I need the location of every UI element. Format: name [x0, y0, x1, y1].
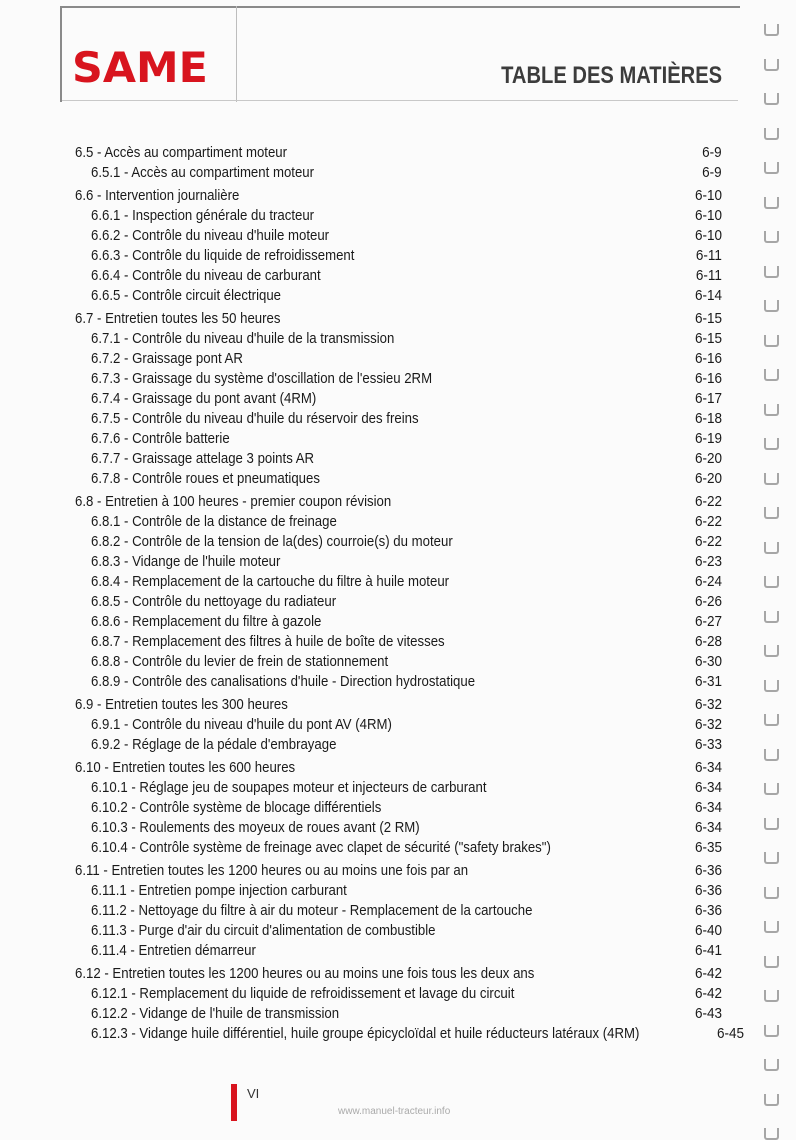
toc-entry-page: 6-24	[694, 573, 722, 590]
header-frame-left	[60, 6, 62, 102]
toc-entry-page: 6-10	[694, 207, 722, 224]
binding-ring	[764, 645, 779, 657]
toc-entry-page: 6-34	[694, 779, 722, 796]
toc-entry-page: 6-28	[694, 633, 722, 650]
toc-entry-page: 6-11	[695, 247, 722, 264]
toc-entry-page: 6-20	[694, 450, 722, 467]
footer-accent-bar	[231, 1084, 237, 1121]
page-title: TABLE DES MATIÈRES	[500, 62, 722, 89]
binding-ring	[764, 473, 779, 485]
toc-entry-label: 6.6.2 - Contrôle du niveau d'huile moteur	[91, 227, 330, 244]
binding-ring	[764, 990, 779, 1002]
toc-entry-label: 6.8.7 - Remplacement des filtres à huile de boîte de vitesses	[91, 633, 445, 650]
toc-subsection-entry	[75, 652, 722, 672]
toc-entry-label: 6.10.1 - Réglage jeu de soupapes moteur et injecteurs de carburant	[91, 779, 487, 796]
toc-subsection-entry	[75, 206, 722, 226]
toc-section-entry	[75, 143, 722, 163]
toc-entry-label: 6.10.4 - Contrôle système de freinage avec clapet de sécurité ("safety brakes")	[91, 839, 551, 856]
toc-subsection-entry	[75, 512, 722, 532]
toc-section-entry	[75, 964, 722, 984]
toc-entry-page: 6-32	[694, 696, 722, 713]
toc-entry-label: 6.7.4 - Graissage du pont avant (4RM)	[91, 390, 317, 407]
toc-entry-label: 6.8.8 - Contrôle du levier de frein de stationnement	[91, 653, 389, 670]
binding-ring	[764, 335, 779, 347]
toc-subsection-entry	[75, 1024, 745, 1044]
toc-subsection-entry	[75, 246, 722, 266]
spiral-binding	[760, 24, 784, 1104]
toc-entry-page: 6-19	[694, 430, 722, 447]
toc-entry-label: 6.7.5 - Contrôle du niveau d'huile du réservoir des freins	[91, 410, 419, 427]
toc-entry-label: 6.8.5 - Contrôle du nettoyage du radiateur	[91, 593, 337, 610]
toc-entry-label: 6.11.2 - Nettoyage du filtre à air du moteur - Remplacement de la cartouche	[91, 902, 533, 919]
toc-entry-label: 6.7.1 - Contrôle du niveau d'huile de la transmission	[91, 330, 395, 347]
toc-entry-page: 6-42	[694, 965, 722, 982]
toc-entry-page: 6-15	[694, 330, 722, 347]
toc-subsection-entry	[75, 572, 722, 592]
toc-entry-label: 6.7.3 - Graissage du système d'oscillation de l'essieu 2RM	[91, 370, 433, 387]
toc-entry-label: 6.5 - Accès au compartiment moteur	[75, 144, 288, 161]
toc-entry-label: 6.8.4 - Remplacement de la cartouche du filtre à huile moteur	[91, 573, 450, 590]
binding-ring	[764, 1025, 779, 1037]
toc-subsection-entry	[75, 672, 722, 692]
toc-section-entry	[75, 758, 722, 778]
binding-ring	[764, 1094, 779, 1106]
toc-entry-page: 6-22	[694, 493, 722, 510]
toc-entry-page: 6-14	[694, 287, 722, 304]
binding-ring	[764, 852, 779, 864]
toc-subsection-entry	[75, 449, 722, 469]
toc-section-entry	[75, 309, 722, 329]
toc-entry-page: 6-10	[694, 227, 722, 244]
toc-entry-label: 6.12.3 - Vidange huile différentiel, huile groupe épicycloïdal et huile réducteurs latéraux (4RM)	[91, 1025, 640, 1042]
toc-subsection-entry	[75, 266, 722, 286]
brand-logo: SAME	[72, 43, 208, 92]
watermark: www.manuel-tracteur.info	[338, 1106, 451, 1117]
toc-subsection-entry	[75, 389, 722, 409]
toc-subsection-entry	[75, 1004, 722, 1024]
toc-entry-label: 6.11.3 - Purge d'air du circuit d'alimentation de combustible	[91, 922, 436, 939]
toc-entry-page: 6-9	[702, 144, 722, 161]
toc-entry-page: 6-18	[694, 410, 722, 427]
toc-entry-page: 6-33	[694, 736, 722, 753]
toc-section-entry	[75, 861, 722, 881]
toc-entry-label: 6.5.1 - Accès au compartiment moteur	[91, 164, 315, 181]
binding-ring	[764, 542, 779, 554]
toc-entry-page: 6-15	[694, 310, 722, 327]
toc-entry-page: 6-26	[694, 593, 722, 610]
toc-subsection-entry	[75, 349, 722, 369]
toc-subsection-entry	[75, 429, 722, 449]
binding-ring	[764, 369, 779, 381]
toc-section-entry	[75, 492, 722, 512]
toc-subsection-entry	[75, 715, 722, 735]
toc-entry-page: 6-42	[694, 985, 722, 1002]
toc-entry-label: 6.10.3 - Roulements des moyeux de roues avant (2 RM)	[91, 819, 420, 836]
toc-subsection-entry	[75, 592, 722, 612]
header-frame-top	[60, 6, 740, 8]
binding-ring	[764, 611, 779, 623]
toc-entry-page: 6-22	[694, 513, 722, 530]
toc-entry-page: 6-27	[694, 613, 722, 630]
table-of-contents	[75, 143, 745, 1044]
toc-subsection-entry	[75, 552, 722, 572]
toc-entry-label: 6.8.9 - Contrôle des canalisations d'huile - Direction hydrostatique	[91, 673, 476, 690]
toc-subsection-entry	[75, 369, 722, 389]
binding-ring	[764, 128, 779, 140]
page-number: VI	[247, 1086, 260, 1101]
toc-entry-label: 6.6.1 - Inspection générale du tracteur	[91, 207, 315, 224]
toc-subsection-entry	[75, 612, 722, 632]
binding-ring	[764, 197, 779, 209]
toc-subsection-entry	[75, 286, 722, 306]
binding-ring	[764, 956, 779, 968]
toc-subsection-entry	[75, 409, 722, 429]
toc-entry-label: 6.11 - Entretien toutes les 1200 heures ou au moins une fois par an	[75, 862, 469, 879]
toc-entry-page: 6-10	[694, 187, 722, 204]
binding-ring	[764, 921, 779, 933]
toc-entry-label: 6.6.4 - Contrôle du niveau de carburant	[91, 267, 321, 284]
toc-entry-label: 6.10 - Entretien toutes les 600 heures	[75, 759, 296, 776]
header-frame-divider	[236, 6, 237, 102]
toc-entry-label: 6.6.3 - Contrôle du liquide de refroidissement	[91, 247, 355, 264]
toc-entry-label: 6.6 - Intervention journalière	[75, 187, 240, 204]
toc-entry-page: 6-36	[694, 862, 722, 879]
toc-entry-label: 6.8.2 - Contrôle de la tension de la(des) courroie(s) du moteur	[91, 533, 453, 550]
toc-subsection-entry	[75, 632, 722, 652]
toc-entry-label: 6.12.2 - Vidange de l'huile de transmission	[91, 1005, 340, 1022]
toc-entry-label: 6.11.1 - Entretien pompe injection carburant	[91, 882, 347, 899]
binding-ring	[764, 231, 779, 243]
toc-entry-label: 6.12 - Entretien toutes les 1200 heures ou au moins une fois tous les deux ans	[75, 965, 535, 982]
toc-entry-page: 6-30	[694, 653, 722, 670]
toc-subsection-entry	[75, 226, 722, 246]
binding-ring	[764, 818, 779, 830]
toc-entry-label: 6.7.8 - Contrôle roues et pneumatiques	[91, 470, 320, 487]
toc-entry-page: 6-36	[694, 902, 722, 919]
toc-subsection-entry	[75, 838, 722, 858]
toc-subsection-entry	[75, 818, 722, 838]
toc-entry-label: 6.9.1 - Contrôle du niveau d'huile du pont AV (4RM)	[91, 716, 392, 733]
binding-ring	[764, 680, 779, 692]
binding-ring	[764, 59, 779, 71]
toc-entry-page: 6-45	[717, 1025, 745, 1042]
toc-subsection-entry	[75, 798, 722, 818]
toc-subsection-entry	[75, 532, 722, 552]
toc-entry-label: 6.12.1 - Remplacement du liquide de refroidissement et lavage du circuit	[91, 985, 515, 1002]
toc-entry-label: 6.7.2 - Graissage pont AR	[91, 350, 243, 367]
toc-entry-page: 6-11	[695, 267, 722, 284]
binding-ring	[764, 1059, 779, 1071]
toc-subsection-entry	[75, 984, 722, 1004]
toc-subsection-entry	[75, 778, 722, 798]
toc-section-entry	[75, 695, 722, 715]
toc-entry-label: 6.8.3 - Vidange de l'huile moteur	[91, 553, 281, 570]
binding-ring	[764, 576, 779, 588]
binding-ring	[764, 783, 779, 795]
toc-entry-label: 6.9 - Entretien toutes les 300 heures	[75, 696, 288, 713]
toc-entry-page: 6-41	[694, 942, 722, 959]
toc-entry-label: 6.7.6 - Contrôle batterie	[91, 430, 230, 447]
toc-entry-label: 6.9.2 - Réglage de la pédale d'embrayage	[91, 736, 337, 753]
toc-subsection-entry	[75, 329, 722, 349]
toc-entry-page: 6-17	[694, 390, 722, 407]
toc-entry-page: 6-22	[694, 533, 722, 550]
binding-ring	[764, 438, 779, 450]
toc-subsection-entry	[75, 469, 722, 489]
toc-entry-page: 6-16	[694, 350, 722, 367]
toc-entry-page: 6-43	[694, 1005, 722, 1022]
toc-entry-page: 6-31	[694, 673, 722, 690]
toc-entry-label: 6.8.6 - Remplacement du filtre à gazole	[91, 613, 322, 630]
toc-entry-label: 6.10.2 - Contrôle système de blocage différentiels	[91, 799, 382, 816]
toc-entry-label: 6.8 - Entretien à 100 heures - premier coupon révision	[75, 493, 392, 510]
toc-entry-label: 6.8.1 - Contrôle de la distance de freinage	[91, 513, 337, 530]
binding-ring	[764, 404, 779, 416]
toc-entry-page: 6-35	[694, 839, 722, 856]
toc-entry-page: 6-16	[694, 370, 722, 387]
toc-entry-page: 6-34	[694, 819, 722, 836]
binding-ring	[764, 887, 779, 899]
binding-ring	[764, 266, 779, 278]
toc-entry-page: 6-34	[694, 799, 722, 816]
toc-entry-page: 6-34	[694, 759, 722, 776]
toc-subsection-entry	[75, 735, 722, 755]
toc-entry-page: 6-23	[694, 553, 722, 570]
toc-entry-label: 6.7 - Entretien toutes les 50 heures	[75, 310, 281, 327]
toc-subsection-entry	[75, 921, 722, 941]
toc-entry-label: 6.6.5 - Contrôle circuit électrique	[91, 287, 282, 304]
binding-ring	[764, 714, 779, 726]
toc-entry-label: 6.11.4 - Entretien démarreur	[91, 942, 256, 959]
binding-ring	[764, 507, 779, 519]
binding-ring	[764, 300, 779, 312]
toc-section-entry	[75, 186, 722, 206]
binding-ring	[764, 93, 779, 105]
toc-subsection-entry	[75, 881, 722, 901]
toc-entry-page: 6-9	[702, 164, 722, 181]
header-rule	[62, 100, 738, 101]
toc-subsection-entry	[75, 901, 722, 921]
toc-entry-page: 6-40	[694, 922, 722, 939]
toc-entry-page: 6-32	[694, 716, 722, 733]
toc-entry-page: 6-20	[694, 470, 722, 487]
toc-subsection-entry	[75, 941, 722, 961]
binding-ring	[764, 749, 779, 761]
toc-subsection-entry	[75, 163, 722, 183]
binding-ring	[764, 162, 779, 174]
binding-ring	[764, 24, 779, 36]
toc-entry-page: 6-36	[694, 882, 722, 899]
toc-entry-label: 6.7.7 - Graissage attelage 3 points AR	[91, 450, 315, 467]
binding-ring	[764, 1128, 779, 1140]
